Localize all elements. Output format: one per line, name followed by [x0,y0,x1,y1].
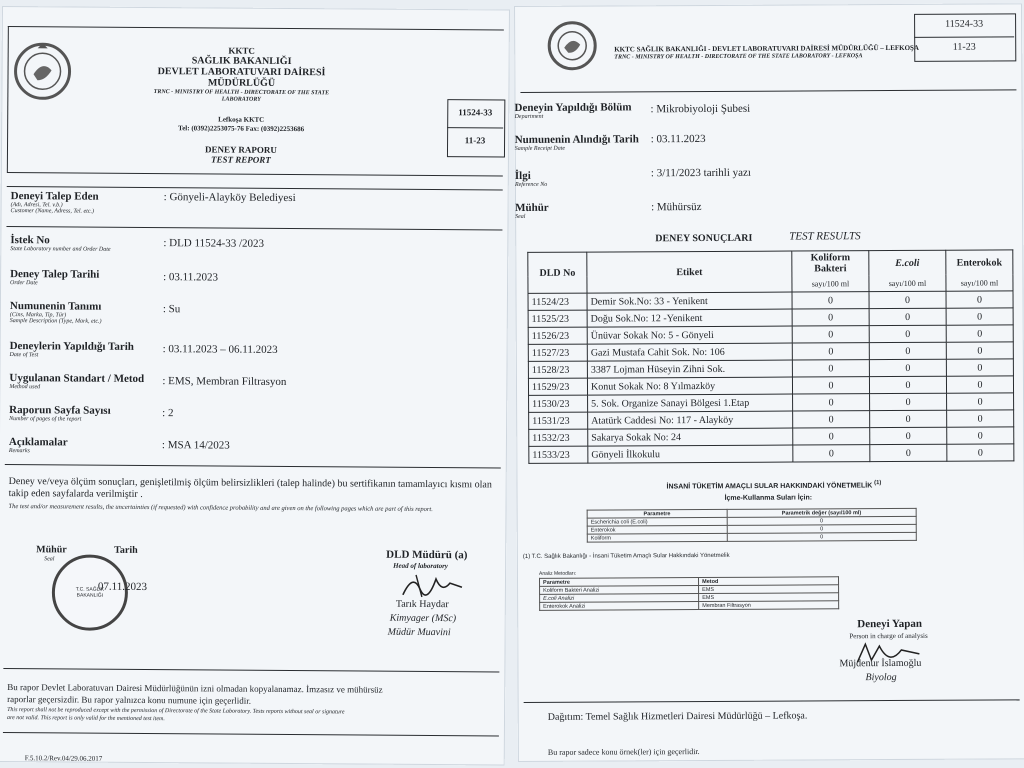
row-coliform: 0 [793,394,870,411]
row-ecoli: 0 [869,291,946,308]
report-code-2: 11-23 [464,135,486,146]
distribution: Dağıtım: Temel Sağlık Hizmetleri Dairesi Müdürlüğü – Lefkoşa. [547,710,808,723]
reg-param: Enterokok [587,525,727,534]
reg-col-param: Parametre [587,509,727,518]
row-enterococcus: 0 [946,291,1013,308]
field-order-no-value: : DLD 11524-33 /2023 [163,237,265,250]
reg-value: 0 [727,532,916,541]
field-sub: Number of pages of the report [9,416,82,423]
field-customer-value: : Gönyeli-Alayköy Belediyesi [163,191,296,205]
director-sub: Head of laboratory [393,561,448,571]
row-ecoli: 0 [870,410,947,427]
analyst-name: Müjdenur İslamoğlu [839,657,922,670]
row-coliform: 0 [793,445,870,462]
kktc-emblem-icon [11,40,73,102]
field-label: İstek No [10,234,50,247]
org-line-1: KKTC [228,45,255,56]
reg-value: 0 [727,524,916,533]
col-enterococcus: Enterokok [946,250,1013,275]
row-label: Ünüvar Sokak No: 5 - Gönyeli [587,326,792,344]
field-customer [11,190,99,215]
statement-en: The test and/or measurement results, the uncertainties (if requested) with confidence probability and are given on the following pages which are part of this report. [8,503,433,514]
row-enterococcus: 0 [947,393,1014,410]
city: Lefkoşa KKTC [218,115,265,124]
field-order-date [10,268,99,287]
row-enterococcus: 0 [947,410,1014,427]
row-enterococcus: 0 [946,342,1013,359]
date-label: Tarih [114,544,138,556]
unit-ecoli: sayı/100 ml [869,275,946,292]
analyst-sub: Person in charge of analysis [849,631,928,641]
row-label: 5. Sok. Organize Sanayi Bölgesi 1.Etap [588,394,793,412]
analyst-title: Deneyi Yapan [857,617,922,631]
field-rule [6,226,502,230]
signature-icon [398,569,468,601]
row-ecoli: 0 [870,427,947,444]
info-label: Numunenin Alındığı Tarih [514,133,639,146]
row-coliform: 0 [792,377,869,394]
field-label: Raporun Sayfa Sayısı [9,404,111,417]
field-sub: Order Date [10,280,38,287]
info-reference [515,170,547,188]
field-test-date-value: : 03.11.2023 – 06.11.2023 [162,343,278,356]
info-sub: Sample Receipt Date [514,145,566,152]
footer-tr-1: Bu rapor Devlet Laboratuvarı Dairesi Müdürlüğünün izni olmadan kopyalanamaz. İmzasız ve mühürsüz [7,682,383,695]
results-title: DENEY SONUÇLARI [655,232,753,245]
row-no: 11525/23 [528,310,587,327]
row-coliform: 0 [793,411,870,428]
field-remarks [9,436,68,454]
row-ecoli: 0 [870,393,947,410]
row-ecoli: 0 [870,444,947,461]
regulation-subtitle: İçme-Kullanma Suları İçin: [724,494,813,502]
row-enterococcus: 0 [946,376,1013,393]
field-pages-value: : 2 [162,407,174,420]
field-sub: Date of Test [9,352,39,359]
field-sub-en: Sample Description (Type, Mark, etc.) [9,318,102,325]
row-enterococcus: 0 [947,427,1014,444]
row-label: Sakarya Sokak No: 24 [588,428,793,446]
row-coliform: 0 [792,343,869,360]
row-enterococcus: 0 [946,308,1013,325]
info-label: Deneyin Yapıldığı Bölüm [514,101,632,114]
stamp-text: T.C. SAĞLIK BAKANLIĞI [75,586,105,599]
info-receipt-date-value: : 03.11.2023 [650,132,706,146]
org-header: KKTC SAĞLIK BAKANLIĞI - DEVLET LABORATUVARI DAİRESİ MÜDÜRLÜĞÜ – LEFKOŞA [614,43,919,54]
report-title: DENEY RAPORU [205,144,277,155]
col-ecoli: E.coli [869,250,946,275]
signer-name: Tarık Haydar [395,598,449,611]
field-label: Numunenin Tanımı [9,300,102,313]
info-seal-value: : Mühürsüz [651,201,702,214]
row-enterococcus: 0 [947,444,1014,461]
field-remarks-value: : MSA 14/2023 [161,439,230,452]
reg-param: Escherichia coli (E.coli) [587,517,727,526]
methods-col-method: Metod [699,577,839,586]
director-title: DLD Müdürü (a) [386,548,468,562]
org-header-en: TRNC - MINISTRY OF HEALTH - DIRECTORATE OF THE STATE LABORATORY - LEFKOŞA [614,53,863,61]
row-label: Konut Sokak No: 8 Yılmazköy [587,377,792,395]
info-sub: Reference No [514,181,548,188]
row-no: 11531/23 [529,412,588,429]
row-label: Gazi Mustafa Cahit Sok. No: 106 [587,343,792,361]
row-label: 3387 Lojman Hüseyin Zihni Sok. [587,360,792,378]
date-value: 07.11.2023 [97,580,148,594]
method-value: EMS [699,585,839,594]
methods-table [539,576,839,611]
row-ecoli: 0 [869,376,946,393]
field-sub: Remarks [8,448,30,455]
reg-col-value: Parametrik değer (sayı/100 ml) [727,508,916,517]
field-order-date-value: : 03.11.2023 [163,271,219,284]
field-test-date [10,340,134,359]
row-no: 11528/23 [528,361,587,378]
method-param: E.coli Analizi [540,594,699,603]
row-label: Demir Sok.No: 33 - Yenikent [587,292,792,310]
field-sub: (Adı, Adresi, Tel. v.b.) [10,202,63,209]
report-code-2: 11-23 [952,41,976,53]
field-label: Deneyi Talep Eden [10,190,99,203]
field-pages [9,404,111,423]
row-enterococcus: 0 [946,325,1013,342]
org-line-4: MÜDÜRLÜĞÜ [207,77,276,89]
field-label: Uygulanan Standart / Metod [9,372,145,386]
phone: Tel: (0392)2253075-76 Fax: (0392)2253686 [178,124,305,134]
method-value: Membran Filtrasyon [699,601,839,610]
info-receipt-date [515,133,639,152]
fields-bottom-rule [5,464,501,468]
row-coliform: 0 [793,428,870,445]
report-title-en: TEST REPORT [211,154,271,165]
org-en-line-1: TRNC - MINISTRY OF HEALTH - DIRECTORATE OF THE STATE [153,89,330,97]
seal-sub: Seal [44,556,55,563]
footer-en-2: are not valid. This report is only valid for the mentioned test item. [7,715,165,723]
validity-note: Bu rapor sadece konu örnek(ler) için geçerlidir. [547,747,700,757]
org-line-2: SAĞLIK BAKANLIĞI [191,55,292,68]
row-ecoli: 0 [869,359,946,376]
statement-tr: Deney ve/veya ölçüm sonuçları, genişletilmiş ölçüm belirsizlikleri (talep halinde) bu sertifikanın tamamlayıcı kısmı olan takip eden sayfalarda verilmiştir . [8,476,492,500]
header-left-rule [7,26,9,172]
regulation-title [666,480,881,490]
footer-bottom-rule [3,732,499,736]
row-no: 11532/23 [529,429,588,446]
row-no: 11526/23 [528,327,587,344]
col-coliform: Koliform Bakteri [792,251,869,276]
row-no: 11529/23 [528,378,587,395]
row-ecoli: 0 [869,308,946,325]
info-seal [515,202,549,220]
distribution-top-rule [524,699,1020,703]
info-reference-value: : 3/11/2023 tarihli yazı [650,166,752,180]
row-label: Gönyeli İlkokulu [588,445,793,463]
row-no: 11530/23 [529,395,588,412]
info-sub: Seal [515,213,526,220]
field-sub: State Laboratory number and Order Date [10,246,111,253]
reg-param: Koliform [587,533,727,542]
header-rule [520,89,1016,93]
seal-label: Mühür [36,544,67,556]
info-label: İlgi [514,169,531,182]
row-coliform: 0 [792,292,869,309]
results-header-row [528,250,1013,277]
analyst-role: Biyolog [865,672,897,684]
header-bottom-rule [7,172,503,176]
field-method-value: : EMS, Membran Filtrasyon [162,375,287,388]
row-label: Atatürk Caddesi No: 117 - Alayköy [588,411,793,429]
table-row [529,444,1014,464]
row-coliform: 0 [792,360,869,377]
row-ecoli: 0 [869,342,946,359]
row-enterococcus: 0 [946,359,1013,376]
test-report-page-1 [0,6,510,766]
field-method [9,372,144,391]
row-coliform: 0 [792,326,869,343]
report-code-1: 11524-33 [458,107,493,118]
header-top-rule [8,26,504,30]
table-row [587,532,916,542]
unit-enterococcus: sayı/100 ml [946,274,1013,291]
results-table [527,249,1014,464]
row-no: 11524/23 [528,293,587,310]
info-department-value: : Mikrobiyoloji Şubesi [650,102,751,116]
regulation-note: (1) T.C. Sağlık Bakanlığı - İnsani Tüketim Amaçlı Sular Hakkındaki Yönetmelik [522,552,730,560]
regulation-table [587,508,917,543]
footer-en-1: This report shall not be reproduced except with the permission of Directorate of the State Laboratory. Tests reports without seal or signature [7,707,345,716]
method-value: EMS [699,593,839,602]
method-param: Koliform Bakteri Analizi [540,586,699,595]
method-param: Enterokok Analizi [540,602,699,611]
methods-col-param: Parametre [539,578,698,587]
form-code: F.5.10.2/Rev.04/29.06.2017 [24,754,103,763]
table-row [540,601,839,611]
reg-value: 0 [727,516,916,525]
row-coliform: 0 [792,309,869,326]
field-sub: (Cins, Marka, Tip, Tür) [9,312,67,319]
col-dld-no: DLD No [528,252,587,293]
col-label: Etiket [587,251,792,293]
field-sample [10,300,102,325]
field-label: Deneylerin Yapıldığı Tarih [9,340,134,353]
field-label: Açıklamalar [8,436,68,449]
results-title-en: TEST RESULTS [789,230,861,243]
org-en-line-2: LABORATORY [221,96,261,103]
field-sub: Method used [9,384,41,391]
row-no: 11533/23 [529,446,588,463]
field-order-no [10,234,110,253]
footer-top-rule [3,668,499,672]
methods-title: Analiz Metodları: [538,570,577,577]
footer-tr-2: raporlar geçersizdir. Bu rapor yalnızca konu numune için geçerlidir. [7,694,252,706]
report-code-1: 11524-33 [945,18,984,30]
signer-role-1: Kimyager (MSc) [389,612,457,625]
info-label: Mühür [515,201,549,214]
org-line-3: DEVLET LABORATUVARI DAİRESİ [157,66,326,79]
field-label: Deney Talep Tarihi [10,268,100,281]
kktc-emblem-icon [546,20,598,72]
test-report-page-2 [514,3,1024,762]
regulation-sup: (1) [874,480,882,487]
field-sub-en: Customer (Name, Adress, Tel. etc.) [10,208,95,215]
info-department [515,101,632,120]
info-sub: Department [514,113,544,120]
signer-role-2: Müdür Muavini [387,626,451,639]
row-no: 11527/23 [528,344,587,361]
row-label: Doğu Sok.No: 12 -Yenikent [587,309,792,327]
regulation-title-text: İNSANİ TÜKETİM AMAÇLI SULAR HAKKINDAKİ YÖNETMELİK [666,482,873,491]
field-sample-value: : Su [162,303,181,316]
row-ecoli: 0 [869,325,946,342]
unit-coliform: sayı/100 ml [792,275,869,292]
